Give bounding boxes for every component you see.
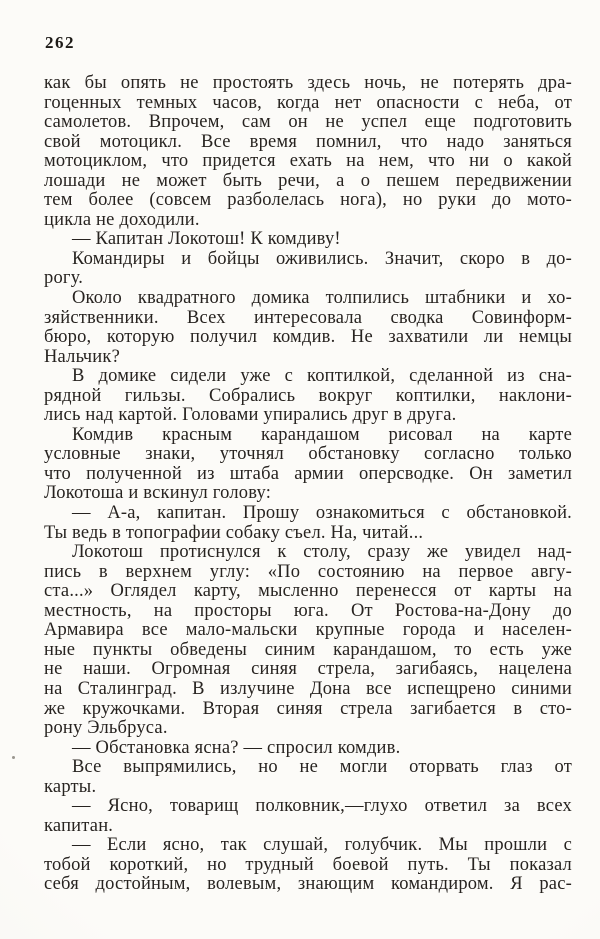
text-line: бюро, которую получил комдив. Не захватили ли немцы	[44, 327, 572, 348]
text-line: Около квадратного домика толпились штабники и хо-	[72, 288, 572, 309]
text-line: самолетов. Впрочем, сам он не успел еще подготовить	[44, 112, 572, 133]
text-line: рогу.	[44, 268, 84, 289]
text-line: капитан.	[44, 815, 114, 836]
paragraph	[44, 739, 572, 759]
scan-speck	[12, 756, 15, 759]
paragraph	[44, 250, 572, 289]
page-text	[44, 74, 572, 895]
text-line: ные пункты обведены синим карандашом, то есть уже	[44, 639, 572, 660]
text-line: — Обстановка ясна? — спросил комдив.	[72, 737, 401, 758]
text-line: — Если ясно, так слушай, голубчик. Мы прошли с	[72, 835, 572, 856]
text-line: ста...» Оглядел карту, мысленно перенесся от карты на	[44, 581, 572, 602]
text-line: рону Эльбруса.	[44, 718, 168, 739]
text-line: что полученной из штаба армии оперсводке. Он заметил	[44, 463, 572, 484]
paragraph	[44, 230, 572, 250]
text-line: же кружочками. Вторая синяя стрела загибается в сто-	[44, 698, 572, 719]
text-line: местность, на просторы юга. От Ростова-на-Дону до	[44, 600, 572, 621]
text-line: как бы опять не простоять здесь ночь, не потерять дра-	[44, 73, 572, 93]
text-line: тобой короткий, но трудный боевой путь. Ты показал	[44, 854, 572, 875]
text-line: Командиры и бойцы оживились. Значит, скоро в до-	[72, 248, 572, 269]
text-line: Армавира все мало-мальски крупные города и населен-	[44, 620, 572, 641]
text-line: цикла не доходили.	[44, 209, 200, 230]
paragraph	[44, 758, 572, 797]
text-line: зяйственники. Всех интересовала сводка Совинформ-	[44, 307, 572, 328]
text-line: условные знаки, уточнял обстановку согласно только	[44, 444, 572, 465]
text-line: Локотош протиснулся к столу, сразу же увидел над-	[72, 542, 572, 563]
page-number: 262	[45, 33, 75, 52]
text-line: Все выпрямились, но не могли оторвать глаз от	[72, 757, 572, 778]
text-line: лошади не может быть речи, а о пешем передвижении	[44, 170, 572, 191]
text-line: лись над картой. Головами упирались друг в друга.	[44, 405, 457, 426]
paragraph	[44, 543, 572, 738]
paragraph	[44, 74, 572, 230]
text-line: — Капитан Локотош! К комдиву!	[72, 229, 341, 250]
text-line: свой мотоцикл. Все время помнил, что надо заняться	[44, 131, 572, 152]
text-line: рядной гильзы. Собрались вокруг коптилки, наклони-	[44, 385, 572, 406]
text-line: пись в верхнем углу: «По состоянию на первое авгу-	[44, 561, 572, 582]
text-line: себя достойным, волевым, знающим командиром. Я рас-	[44, 874, 572, 895]
text-line: не наши. Огромная синяя стрела, загибаясь, нацелена	[44, 659, 572, 680]
text-line: Нальчик?	[44, 346, 120, 367]
paragraph	[44, 426, 572, 504]
text-line: — Ясно, товарищ полковник,—глухо ответил за всех	[72, 796, 572, 817]
paragraph	[44, 797, 572, 836]
paragraph	[44, 836, 572, 895]
text-line: мотоциклом, что придется ехать на нем, что ни о какой	[44, 151, 572, 172]
text-line: карты.	[44, 776, 97, 797]
text-line: гоценных темных часов, когда нет опасности с неба, от	[44, 92, 572, 113]
text-line: на Сталинград. В излучине Дона все испещрено синими	[44, 678, 572, 699]
paragraph	[44, 367, 572, 426]
text-line: тем более (совсем разболелась нога), но руки до мото-	[44, 190, 572, 211]
text-line: Локотоша и вскинул голову:	[44, 483, 272, 504]
paragraph	[44, 289, 572, 367]
text-line: Комдив красным карандашом рисовал на карте	[72, 424, 572, 445]
text-line: Ты ведь в топографии собаку съел. На, читай...	[44, 522, 424, 543]
text-line: В домике сидели уже с коптилкой, сделанной из сна-	[72, 366, 572, 387]
paragraph	[44, 504, 572, 543]
text-line: — А-а, капитан. Прошу ознакомиться с обстановкой.	[72, 503, 572, 524]
